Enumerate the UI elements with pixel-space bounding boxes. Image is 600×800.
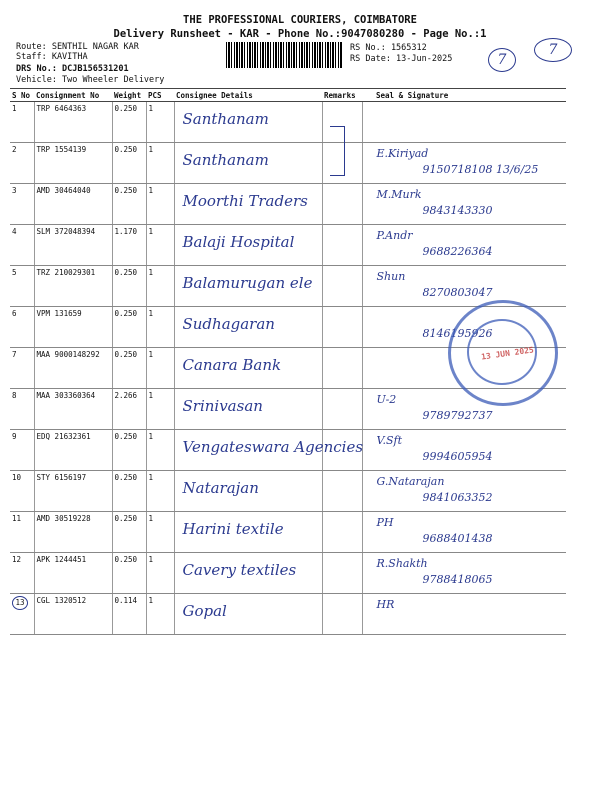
handwritten-consignee: Harini textile — [182, 520, 284, 538]
handwritten-consignee: Cavery textiles — [182, 561, 297, 579]
consignment-number-cell: CGL 1320512 — [34, 594, 112, 635]
handwritten-signature: M.Murk — [376, 188, 422, 201]
serial-number-cell: 6 — [10, 307, 34, 348]
signature-cell — [362, 512, 566, 553]
consignment-number-cell: APK 1244451 — [34, 553, 112, 594]
remarks-cell — [322, 471, 362, 512]
handwritten-phone: 8146195926 — [422, 327, 493, 340]
consignment-number-cell: AMD 30464040 — [34, 184, 112, 225]
handwritten-phone: 9789792737 — [422, 409, 493, 422]
weight-cell: 0.114 — [112, 594, 146, 635]
handwritten-phone: 9688401438 — [422, 532, 493, 545]
handwritten-phone: 9994605954 — [422, 450, 493, 463]
handwritten-signature: E.Kiriyad — [376, 147, 429, 160]
handwritten-signature: G.Natarajan — [376, 475, 445, 488]
consignment-number-cell: VPM 131659 — [34, 307, 112, 348]
handwritten-consignee: Gopal — [182, 602, 227, 620]
column-header: Weight — [112, 89, 146, 102]
consignment-number-cell: MAA 9000148292 — [34, 348, 112, 389]
serial-number-cell: 9 — [10, 430, 34, 471]
table-row — [10, 430, 566, 471]
column-header: S No — [10, 89, 34, 102]
table-row — [10, 553, 566, 594]
weight-cell: 0.250 — [112, 512, 146, 553]
remarks-cell — [322, 307, 362, 348]
handwritten-signature: V.Sft — [376, 434, 403, 447]
serial-number-cell: 4 — [10, 225, 34, 266]
handwritten-consignee: Moorthi Traders — [182, 192, 308, 210]
consignee-cell — [174, 348, 322, 389]
pieces-cell: 1 — [146, 512, 174, 553]
handwritten-signature: U-2 — [376, 393, 397, 406]
circled-serial-number: 13 — [12, 596, 28, 610]
column-header: Consignee Details — [174, 89, 322, 102]
pieces-cell: 1 — [146, 266, 174, 307]
pieces-cell: 1 — [146, 225, 174, 266]
serial-number-cell: 1 — [10, 102, 34, 143]
consignee-cell — [174, 225, 322, 266]
signature-cell — [362, 266, 566, 307]
weight-cell: 0.250 — [112, 307, 146, 348]
vehicle-label: Vehicle: Two Wheeler Delivery — [16, 75, 165, 85]
column-header: Seal & Signature — [362, 89, 566, 102]
table-row — [10, 143, 566, 184]
pieces-cell: 1 — [146, 471, 174, 512]
consignee-cell — [174, 266, 322, 307]
serial-number-cell: 7 — [10, 348, 34, 389]
serial-number-cell: 11 — [10, 512, 34, 553]
consignment-number-cell: TRP 6464363 — [34, 102, 112, 143]
table-row — [10, 225, 566, 266]
table-header-row — [10, 89, 566, 102]
pieces-cell: 1 — [146, 430, 174, 471]
pieces-cell: 1 — [146, 389, 174, 430]
consignee-cell — [174, 307, 322, 348]
remarks-cell — [322, 348, 362, 389]
serial-number-cell — [10, 594, 34, 635]
serial-number-cell: 2 — [10, 143, 34, 184]
remarks-cell — [322, 430, 362, 471]
weight-cell: 0.250 — [112, 430, 146, 471]
consignment-number-cell: MAA 303360364 — [34, 389, 112, 430]
rs-date: RS Date: 13-Jun-2025 — [350, 54, 453, 64]
pieces-cell: 1 — [146, 102, 174, 143]
signature-cell — [362, 471, 566, 512]
serial-number-cell: 12 — [10, 553, 34, 594]
serial-number-cell: 3 — [10, 184, 34, 225]
consignee-cell — [174, 143, 322, 184]
signature-cell — [362, 143, 566, 184]
serial-number-cell: 10 — [10, 471, 34, 512]
consignment-number-cell: EDQ 21632361 — [34, 430, 112, 471]
remarks-cell — [322, 553, 362, 594]
remarks-cell — [322, 266, 362, 307]
stamp-date: 13 JUN 2025 — [480, 345, 535, 362]
consignee-cell — [174, 471, 322, 512]
remarks-cell — [322, 389, 362, 430]
weight-cell: 0.250 — [112, 184, 146, 225]
staff-label: Staff: KAVITHA — [16, 52, 88, 62]
handwritten-consignee: Canara Bank — [182, 356, 282, 374]
pieces-cell: 1 — [146, 594, 174, 635]
consignment-number-cell: SLM 372048394 — [34, 225, 112, 266]
table-row — [10, 471, 566, 512]
page-mark-circle: 7 — [534, 38, 572, 62]
handwritten-phone: 9843143330 — [422, 204, 493, 217]
handwritten-signature: Shun — [376, 270, 406, 283]
handwritten-consignee: Srinivasan — [182, 397, 263, 415]
column-header: PCS — [146, 89, 174, 102]
consignee-cell — [174, 389, 322, 430]
weight-cell: 2.266 — [112, 389, 146, 430]
pieces-cell: 1 — [146, 307, 174, 348]
pieces-cell: 1 — [146, 348, 174, 389]
signature-cell — [362, 102, 566, 143]
column-header: Consignment No — [34, 89, 112, 102]
remarks-cell — [322, 594, 362, 635]
handwritten-phone: 8270803047 — [422, 286, 493, 299]
consignee-cell — [174, 512, 322, 553]
handwritten-consignee: Balamurugan ele — [182, 274, 313, 292]
drs-label: DRS No.: DCJB156531201 — [16, 64, 129, 74]
handwritten-phone: 9150718108 13/6/25 — [422, 163, 539, 176]
consignment-number-cell: TRZ 210029301 — [34, 266, 112, 307]
consignee-cell — [174, 102, 322, 143]
consignment-number-cell: AMD 30519228 — [34, 512, 112, 553]
table-row — [10, 512, 566, 553]
remarks-cell — [322, 512, 362, 553]
signature-cell — [362, 184, 566, 225]
barcode — [226, 42, 342, 68]
pieces-cell: 1 — [146, 553, 174, 594]
handwritten-consignee: Sudhagaran — [182, 315, 275, 333]
table-row — [10, 594, 566, 635]
handwritten-consignee: Vengateswara Agencies — [182, 438, 364, 456]
handwritten-bracket — [330, 126, 345, 176]
handwritten-consignee: Balaji Hospital — [182, 233, 295, 251]
weight-cell: 0.250 — [112, 266, 146, 307]
handwritten-phone: 9788418065 — [422, 573, 493, 586]
consignment-number-cell: STY 6156197 — [34, 471, 112, 512]
weight-cell: 0.250 — [112, 143, 146, 184]
consignment-number-cell: TRP 1554139 — [34, 143, 112, 184]
handwritten-consignee: Santhanam — [182, 110, 269, 128]
rs-number: RS No.: 1565312 — [350, 43, 427, 53]
page-mark-circle: 7 — [488, 48, 516, 72]
handwritten-phone: 9688226364 — [422, 245, 493, 258]
pieces-cell: 1 — [146, 143, 174, 184]
company-title: THE PROFESSIONAL COURIERS, COIMBATORE — [183, 14, 417, 26]
handwritten-signature: P.Andr — [376, 229, 413, 242]
weight-cell: 0.250 — [112, 348, 146, 389]
weight-cell: 0.250 — [112, 553, 146, 594]
remarks-cell — [322, 225, 362, 266]
handwritten-consignee: Santhanam — [182, 151, 269, 169]
weight-cell: 0.250 — [112, 471, 146, 512]
handwritten-phone: 9841063352 — [422, 491, 493, 504]
signature-cell — [362, 553, 566, 594]
consignee-cell — [174, 594, 322, 635]
handwritten-signature: HR — [376, 598, 395, 611]
signature-cell — [362, 225, 566, 266]
serial-number-cell: 8 — [10, 389, 34, 430]
pieces-cell: 1 — [146, 184, 174, 225]
consignee-cell — [174, 184, 322, 225]
delivery-seal-stamp — [448, 300, 558, 406]
signature-cell — [362, 430, 566, 471]
route-label: Route: SENTHIL NAGAR KAR — [16, 42, 139, 52]
consignee-cell — [174, 430, 364, 471]
handwritten-consignee: Natarajan — [182, 479, 259, 497]
runsheet-title: Delivery Runsheet - KAR - Phone No.:9047080280 - Page No.:1 — [113, 28, 487, 40]
remarks-cell — [322, 184, 362, 225]
table-row — [10, 184, 566, 225]
handwritten-signature: PH — [376, 516, 394, 529]
table-row — [10, 102, 566, 143]
handwritten-signature: R.Shakth — [376, 557, 428, 570]
serial-number-cell: 5 — [10, 266, 34, 307]
consignee-cell — [174, 553, 322, 594]
column-header: Remarks — [322, 89, 362, 102]
weight-cell: 0.250 — [112, 102, 146, 143]
weight-cell: 1.170 — [112, 225, 146, 266]
table-row — [10, 266, 566, 307]
signature-cell — [362, 594, 566, 635]
